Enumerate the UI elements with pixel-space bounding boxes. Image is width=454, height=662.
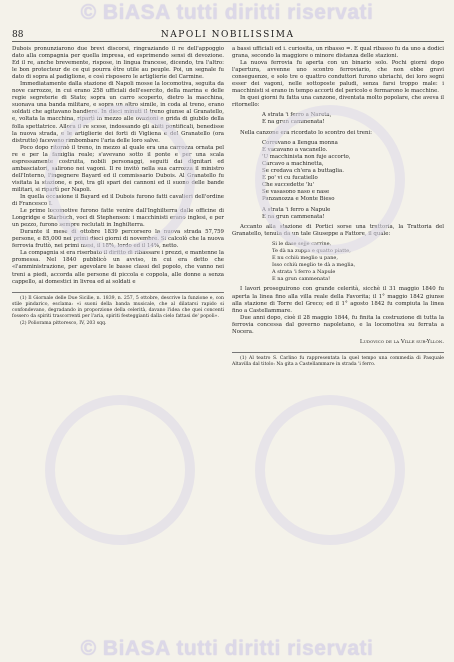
left-column xyxy=(12,46,224,369)
document-page xyxy=(12,30,444,634)
verse-line: Isso cchiù meglio te dà a meglia, xyxy=(272,262,356,269)
right-column xyxy=(232,46,444,369)
verse-line: Te dà na zuppa e quatto piatte, xyxy=(272,248,351,255)
paragraph: I lavori proseguirono con grande celerità, sicchè il 31 maggio 1840 fu aperta la linea fino alla villa reale della Favorita; il 1° maggio 1842 giunse alla stazione di Torre del Greco; ed il 1° agosto 1842 fu compiuta la linea fino a Castellammare. xyxy=(232,286,444,314)
paragraph: La nuova ferrovia fu aperta con un binario solo. Pochi giorni dopo l'apertura, avvenne uno scontro ferroviario, che non ebbe gravi conseguenze, e solo tre o quattro conduttori furono ubriachi, dei loro segni esser dei vagoni, nelle sottoposte paludi, senza farsi troppo male: i macchinisti si erano in tempo accorti del pericolo e fermarono le macchine. xyxy=(232,60,444,95)
verse-line: Se vasasono naso e nase xyxy=(262,188,330,195)
page-number: 88 xyxy=(12,30,24,40)
verse-line: E nu cchiù meglio u pane, xyxy=(272,255,338,262)
paragraph: In quei giorni fu fatta una canzone, diventata molto popolare, che aveva il ritornello: xyxy=(232,95,444,109)
footnote: (2) Poliorama pittoresco, IV, 203 sqq. xyxy=(20,320,107,326)
author-signature: Ludovico de la Ville sur-Yllon. xyxy=(359,338,444,345)
verse-line: Se credava ch'era a buttaglia. xyxy=(262,167,344,174)
verse-line: A strata 'i ferro a Napule xyxy=(272,269,336,276)
verse-line: Carcavo a machinetta, xyxy=(262,160,324,167)
verse-line: E vacavano a vacanello. xyxy=(262,146,328,153)
verse-line: E na grun cammenata! xyxy=(262,119,325,126)
footnote: (1) Al teatro S. Carlino fu rappresentata la quel tempo una commedia di Pasquale Altavilla dal titolo: Na gita a Castellammare in strada 'i ferro. xyxy=(232,355,444,367)
verse-line: Panzanozza e Monte Bieso xyxy=(262,195,335,202)
page-header xyxy=(12,30,444,42)
verse-line: E po' vi cu fucatiello xyxy=(262,174,318,181)
journal-title: NAPOLI NOBILISSIMA xyxy=(160,30,295,40)
verse-block xyxy=(272,241,444,283)
verse-line: 'U macchinista non fuje accorto, xyxy=(262,153,351,160)
paragraph: Dubois pronunziarono due brevi discorsi, ringraziando il re dell'appoggio dato alla compagnia per quella impresa, ed esprimendo sensi di devozione. Ed il re, anche brevemente, rispose, in lingua francese, dicendo, tra l'altro: le bon protecteur de ce qui pourra être utile au peuple. Poi, un segnale fu dato di sopra al padiglione, e così risposero le artiglierie del Carmine. xyxy=(12,46,224,81)
footnotes-right xyxy=(232,352,444,368)
paragraph: a bassi ufficiali ed i. curiosita, un ribasso =. E qual ribasso fu da uno a dodici grana, secondo la maggiore o minore distanza delle stazioni. xyxy=(232,46,444,60)
verse-line: Correvano a llengua monna xyxy=(262,139,338,146)
paragraph: Le prime locomotive furono fatte venire dall'Inghilterra dalle officine di Longridge e Starbuch, voci di Stephenson: i macchinisti erano inglesi, e per un pezzo, furono sempre reclutati in Inghilterra. xyxy=(12,208,224,229)
verse-line: Che succedette 'lu' xyxy=(262,181,315,188)
paragraph: Poco dopo ritornò il treno, in mezzo al quale era una carrozza ornata pel re e per la famiglia reale; s'avevano sotto il ponte e per una scala espressamente costruita, nobili personaggi, seguiti dai dignitari ed ambasciatori, salirono nei vagoni. Il re invitò nella sua carrozza il ministro dell'Interno, l'ingegnere Bayard ed il commissario Dubois. Al Granatello fu visitata la stazione, e poi, tra gli spari dei cannoni ed il suono delle bande militari, si ripartì per Napoli. xyxy=(12,144,224,193)
footnotes-left xyxy=(12,292,224,327)
verse-line: Si le dase sejje carrine, xyxy=(272,241,332,248)
paragraph: Durante il mese di ottobre 1839 percorsero la nuova strada 57,759 persone, e 85,000 nei primi dieci giorni di novembre. Si calcolò che la nuova ferrovia fruttò, nei primi mesi, il 18%, lordo ed il 14%, netto. xyxy=(12,229,224,250)
text-columns xyxy=(12,46,444,369)
verse-line: E na grun cammenata! xyxy=(262,214,325,221)
paragraph: Immediatamente dalla stazione di Napoli mosse la locomotiva, seguita da nove carrozze, in cui erano 258 ufficiali dell'esercito, della marina e delle regie segreterie di Stato; sopra un carro scoperto, dietro la macchina, suonava una banda militare, e sopra un altro simile, in coda al treno, erano soldati che agitavano bandiere. In dieci minuti il treno giunse al Granatello, e, voltata la macchina, ripartì in mezzo alle ovazioni e grida di giubilo della folla spettatrice. Allora il re scese, indossando gli abiti pontificali, benedisse la nuova strada, e le artiglierie dei forti di Vigliena e del Granatello (ora distrutto) facevano rimbombare l'aria delle loro salve. xyxy=(12,81,224,144)
paragraph: In quella occasione il Bayard ed il Dubois furono fatti cavalieri dell'ordine di Francesco I. xyxy=(12,193,224,208)
verse-line: E na grun cammenata! xyxy=(272,276,331,283)
verse-block xyxy=(262,140,444,222)
watermark-bottom: © BiASA tutti diritti riservati xyxy=(80,637,374,660)
watermark-top: © BiASA tutti diritti riservati xyxy=(80,1,374,24)
paragraph: La compagnia si era riserbato il diritto di ribassare i prezzi, e mantenne la promessa. Nel 1840 pubblicò un avviso, in cui era detto che «l'amministrazione, per agevolare le basse classi del popolo, che vanno nei treni a piedi, accorda alle persone di piccola e coppola, alle donne a senza cappello, ai domestici in livrea ed ai soldati e xyxy=(12,250,224,285)
paragraph: Due anni dopo, cioè il 28 maggio 1844, fu finita la costruzione di tutta la ferrovia concessa dal governo napoletano, e la locomotiva su ferrata a Nocera. xyxy=(232,314,444,335)
paragraph: Nella canzone era ricordato lo scontro dei treni: xyxy=(240,129,372,136)
verse-line: A strata 'i ferro a Napule xyxy=(262,206,331,213)
paragraph: Accanto alla stazione di Portici sorse una trattoria, la Trattoria del Granatello, tenuta da un tale Giuseppe a Fattore, il quale: xyxy=(232,224,444,238)
footnote: (1) Il Giornale delle Due Sicilie, n. 1839, n. 257, 5 ottobre, descrive la funzione e, con stile pindarico, esclama: «i suoni della banda musicale, che al dilatarsi rapido si confondevano, degradando in proporzione della celerità, davano l'idea che quei concenti fossero da spiriti trascorrenti per l'aria, spiriti festeggianti dalla cielo fattasi de' popoli». xyxy=(12,295,224,319)
verse-line: A strata 'i ferro a Nareta, xyxy=(262,112,332,119)
verse-block xyxy=(262,112,444,126)
